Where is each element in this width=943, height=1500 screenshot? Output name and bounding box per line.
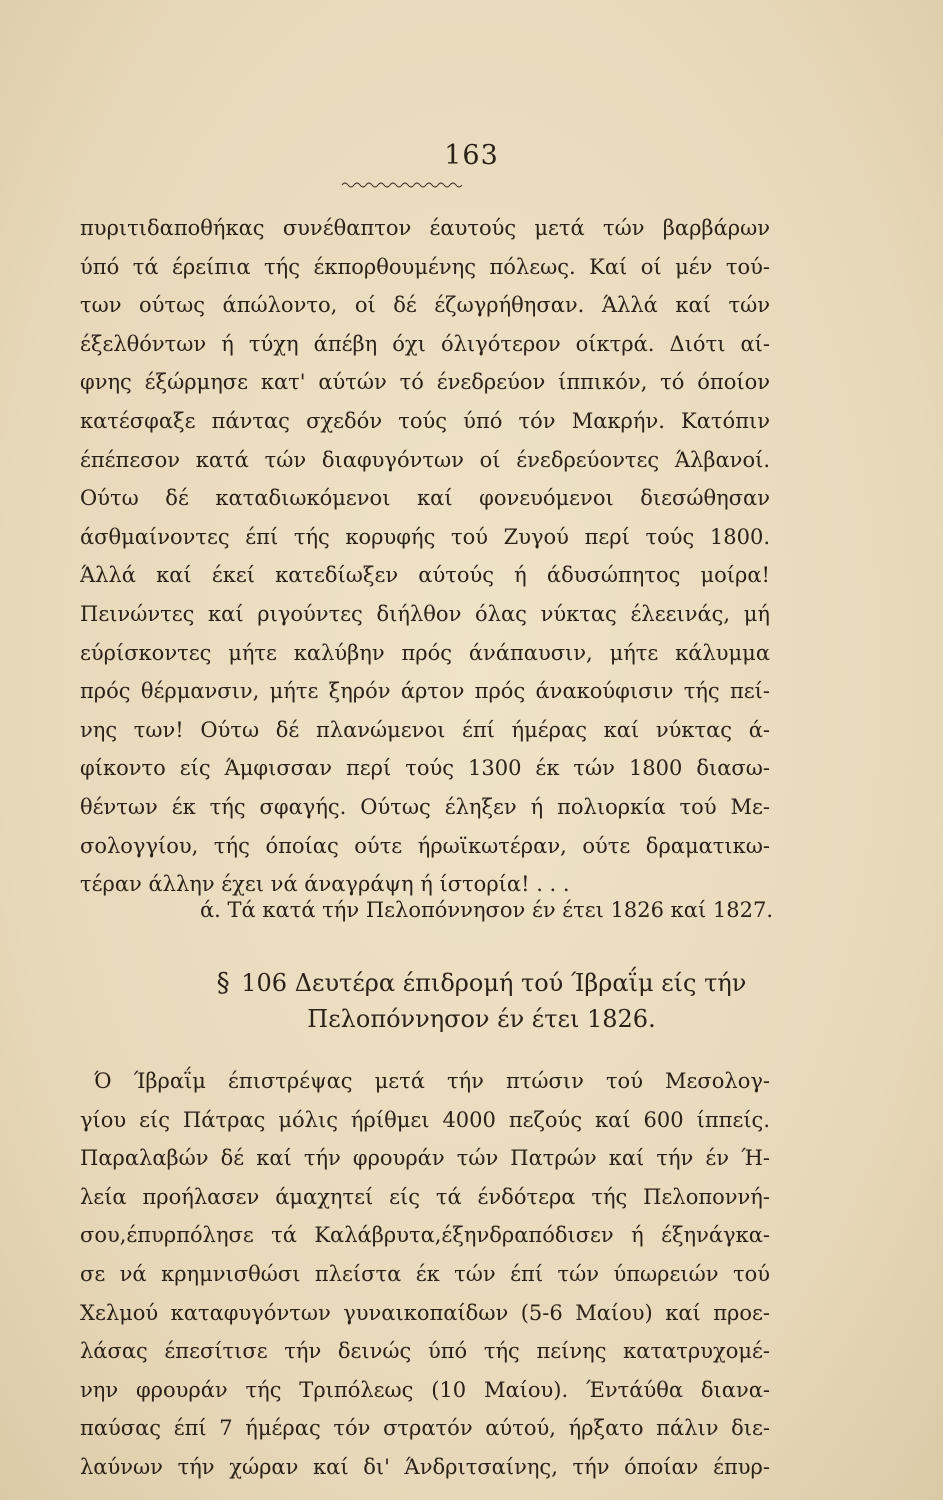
text-line: των ούτως άπώλοντο, οί δέ έζωγρήθησαν. Άλλά καί τών bbox=[80, 293, 770, 318]
text-line: λαύνων τήν χώραν καί δι' Άνδριτσαίνης, τήν όποίαν έπυρ- bbox=[80, 1454, 770, 1479]
text-line: σε νά κρημνισθώσι πλείστα έκ τών έπί τών ύπωρειών τού bbox=[80, 1261, 770, 1286]
subsection-heading: ά. Τά κατά τήν Πελοπόννησον έν έτει 1826 καί 1827. bbox=[200, 898, 773, 922]
text-line: άσθμαίνοντες έπί τής κορυφής τού Ζυγού περί τούς 1800. bbox=[80, 524, 770, 549]
text-line: θέντων έκ τής σφαγής. Ούτως έληξεν ή πολιορκία τού Με- bbox=[80, 794, 770, 819]
text-line: γίου είς Πάτρας μόλις ήρίθμει 4000 πεζούς καί 600 ίππείς. bbox=[80, 1107, 770, 1132]
text-line: νην φρουράν τής Τριπόλεως (10 Μαίου). Έντάύθα διανα- bbox=[80, 1377, 770, 1402]
text-line: σολογγίου, τής όποίας ούτε ήρωϊκωτέραν, ούτε δραματικω- bbox=[80, 833, 770, 858]
paragraph-mesolongi bbox=[80, 209, 770, 904]
text-line: σου,έπυρπόλησε τά Καλάβρυτα,έξηνδραπόδισεν ή έξηνάγκα- bbox=[80, 1223, 770, 1248]
section-sign-symbol: § bbox=[216, 968, 230, 998]
text-line: φνης έξώρμησε κατ' αύτών τό ένεδρεύον ίππικόν, τό όποίον bbox=[80, 370, 770, 395]
text-line: νης των! Ούτω δέ πλανώμενοι έπί ήμέρας καί νύκτας ά- bbox=[80, 717, 770, 742]
text-line: Ούτω δέ καταδιωκόμενοι καί φονευόμενοι διεσώθησαν bbox=[80, 486, 770, 511]
text-line: λεία προήλασεν άμαχητεί είς τά ένδότερα τής Πελοποννή- bbox=[80, 1184, 770, 1209]
section-title-line-2: Πελοπόννησον έν έτει 1826. bbox=[307, 1005, 656, 1033]
text-line: Χελμού καταφυγόντων γυναικοπαίδων (5-6 Μαίου) καί προε- bbox=[80, 1300, 770, 1325]
text-line: ύπό τά έρείπια τής έκπορθουμένης πόλεως. Καί οί μέν τού- bbox=[80, 254, 770, 279]
text-line: εύρίσκοντες μήτε καλύβην πρός άνάπαυσιν, μήτε κάλυμμα bbox=[80, 640, 770, 665]
wavy-rule-ornament bbox=[340, 180, 465, 190]
text-line: Άλλά καί έκεί κατεδίωξεν αύτούς ή άδυσώπητος μοίρα! bbox=[80, 563, 770, 588]
page-number: 163 bbox=[444, 140, 499, 171]
text-line: Παραλαβών δέ καί τήν φρουράν τών Πατρών καί τήν έν Ή- bbox=[80, 1146, 770, 1171]
text-line: πυριτιδαποθήκας συνέθαπτον έαυτούς μετά τών βαρβάρων bbox=[80, 216, 770, 240]
text-line: λάσας έπεσίτισε τήν δεινώς ύπό τής πείνης κατατρυχομέ- bbox=[80, 1339, 770, 1364]
section-number: 106 bbox=[241, 969, 288, 997]
text-line: παύσας έπί 7 ήμέρας τόν στρατόν αύτού, ήρξατο πάλιν διε- bbox=[80, 1416, 770, 1441]
text-line: έπέπεσον κατά τών διαφυγόντων οί ένεδρεύοντες Άλβανοί. bbox=[80, 447, 770, 472]
text-line: Πεινώντες καί ριγούντες διήλθον όλας νύκτας έλεεινάς, μή bbox=[80, 601, 770, 626]
section-title-text: Δευτέρα έπιδρομή τού Ίβραΐμ είς τήν bbox=[294, 969, 747, 997]
section-title-line-1 bbox=[20, 965, 943, 1001]
paragraph-ibrahim bbox=[80, 1062, 770, 1487]
text-line: τέραν άλλην έχει νά άναγράψη ή ίστορία! . . . bbox=[80, 872, 570, 897]
text-line: πρός θέρμανσιν, μήτε ξηρόν άρτον πρός άνακούφισιν τής πεί- bbox=[80, 679, 770, 704]
text-line: κατέσφαξε πάντας σχεδόν τούς ύπό τόν Μακρήν. Κατόπιν bbox=[80, 408, 770, 433]
text-line: φίκοντο είς Άμφισσαν περί τούς 1300 έκ τών 1800 διασω- bbox=[80, 756, 770, 781]
text-line: έξελθόντων ή τύχη άπέβη όχι όλιγότερον οίκτρά. Διότι αί- bbox=[80, 331, 770, 356]
section-heading bbox=[0, 965, 943, 1037]
text-line: Ό Ίβραΐμ έπιστρέψας μετά τήν πτώσιν τού Μεσολογ- bbox=[94, 1069, 770, 1093]
